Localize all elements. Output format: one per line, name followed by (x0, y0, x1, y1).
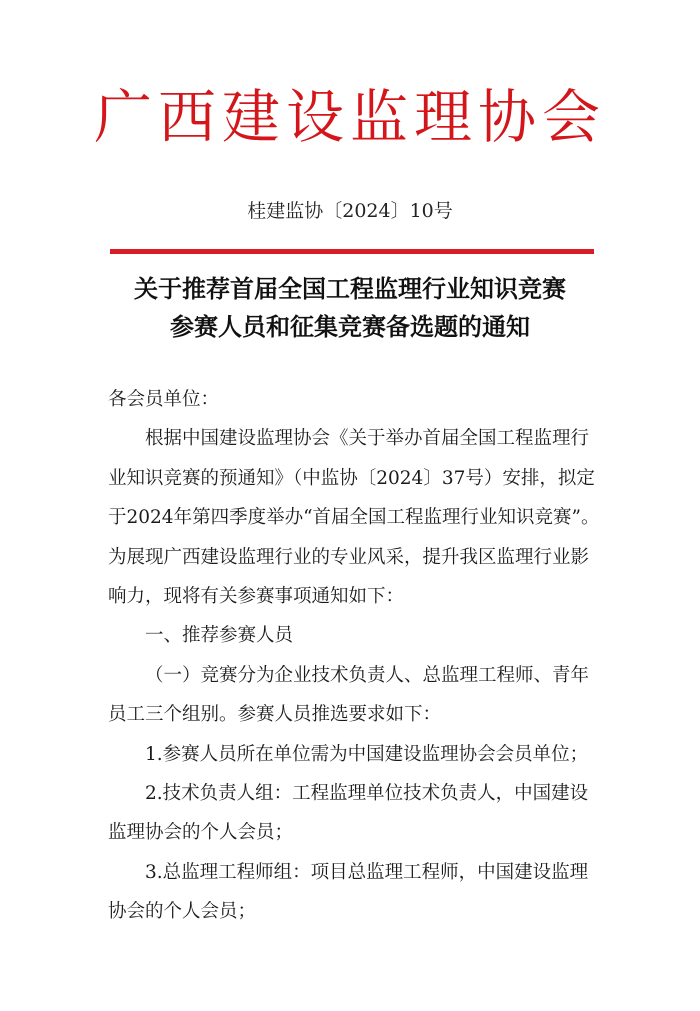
section-heading-1: 一、推荐参赛人员 (145, 625, 294, 647)
list-item-2: 2.技术负责人组：工程监理单位技术负责人，中国建设监理协会的个人会员； (108, 783, 589, 844)
intro-paragraph: 根据中国建设监理协会《关于举办首届全国工程监理行业知识竞赛的预通知》（中监协〔2024〕37号）安排，拟定于2024年第四季度举办“首届全国工程监理行业知识竞赛”。为展现广西建设监理行业的专业风采，提升我区监理行业影响力，现将有关参赛事项通知如下： (108, 428, 600, 608)
notice-title-line-2: 参赛人员和征集竞赛备选题的通知 (170, 312, 530, 341)
org-letterhead-title: 广西建设监理协会 (93, 83, 606, 151)
list-item-1: 1.参赛人员所在单位需为中国建设监理协会会员单位； (145, 743, 589, 765)
notice-title (0, 270, 700, 346)
document-number: 桂建监协〔2024〕10号 (247, 200, 453, 222)
list-item-3: 3.总监理工程师组：项目总监理工程师，中国建设监理协会的个人会员； (108, 861, 589, 923)
salutation: 各会员单位： (108, 389, 220, 410)
red-divider-rule (110, 249, 594, 254)
notice-title-line-1: 关于推荐首届全国工程监理行业知识竞赛 (134, 274, 566, 303)
subsection-1: （一）竞赛分为企业技术负责人、总监理工程师、青年员工三个组别。参赛人员推选要求如下： (108, 664, 590, 726)
notice-body (108, 380, 600, 932)
